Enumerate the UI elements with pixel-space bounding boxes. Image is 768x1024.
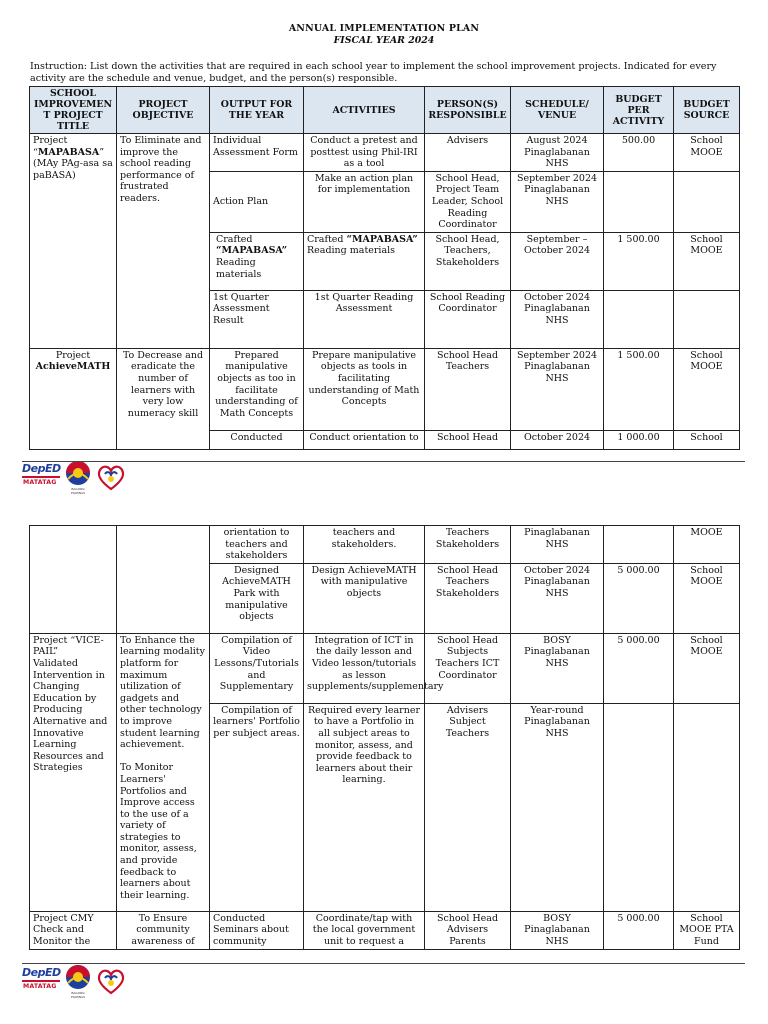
schedule-cell: August 2024 Pinaglabanan NHS xyxy=(511,134,604,172)
output-cell: Prepared manipulative objects as too in facilitate understanding of Math Concepts xyxy=(210,348,304,430)
table-row xyxy=(30,134,740,172)
table-header-row xyxy=(30,87,740,134)
col-header-output: OUTPUT FOR THE YEAR xyxy=(210,87,304,134)
source-cell: School MOOE xyxy=(674,134,740,172)
schedule-cell: September 2024 Pinaglabanan NHS xyxy=(511,348,604,430)
footer-logos-page1 xyxy=(22,460,132,494)
output-cell: Crafted “MAPABASA” Reading materials xyxy=(210,232,304,290)
footer-divider-page1 xyxy=(22,461,745,462)
objective-mapabasa: To Eliminate and improve the school reading performance of frustrated readers. xyxy=(117,134,210,349)
schedule-cell: Pinaglabanan NHS xyxy=(511,526,604,564)
project-title-cmy: Project CMY Check and Monitor the xyxy=(30,911,117,949)
bagong-pilipinas-logo: BAGONG PILIPINAS xyxy=(64,964,92,998)
heart-hands-logo xyxy=(96,966,126,996)
output-cell: Designed AchieveMATH Park with manipulative objects xyxy=(210,563,304,633)
col-header-objective: PROJECT OBJECTIVE xyxy=(117,87,210,134)
source-cell xyxy=(674,171,740,232)
source-cell: School xyxy=(674,430,740,449)
schedule-cell: October 2024 xyxy=(511,430,604,449)
plan-table-page1 xyxy=(29,86,740,450)
budget-cell: 1 000.00 xyxy=(604,430,674,449)
budget-cell xyxy=(604,703,674,911)
objective-cmy: To Ensure community awareness of xyxy=(117,911,210,949)
persons-cell: Teachers Stakeholders xyxy=(425,526,511,564)
persons-cell: School Head Subjects Teachers ICT Coordinator xyxy=(425,633,511,703)
col-header-persons: PERSON(S) RESPONSIBLE xyxy=(425,87,511,134)
table-row xyxy=(30,348,740,430)
deped-matatag-logo: DepED MATATAG xyxy=(22,966,61,990)
objective-achievemath: To Decrease and eradicate the number of learners with very low numeracy skill xyxy=(117,348,210,449)
col-header-project-title: SCHOOL IMPROVEMEN T PROJECT TITLE xyxy=(30,87,117,134)
activity-cell: Required every learner to have a Portfolio in all subject areas to monitor, assess, and provide feedback to learners about their learning. xyxy=(304,703,425,911)
col-header-source: BUDGET SOURCE xyxy=(674,87,740,134)
persons-cell: School Head Teachers Stakeholders xyxy=(425,563,511,633)
budget-cell xyxy=(604,290,674,348)
persons-cell: School Head xyxy=(425,430,511,449)
schedule-cell: September 2024 Pinaglabanan NHS xyxy=(511,171,604,232)
document-subtitle: FISCAL YEAR 2024 xyxy=(333,35,435,46)
plan-table-page2 xyxy=(29,525,740,950)
activity-cell: Make an action plan for implementation xyxy=(304,171,425,232)
persons-cell: School Head Advisers Parents xyxy=(425,911,511,949)
budget-cell: 5 000.00 xyxy=(604,911,674,949)
instruction-text: Instruction: List down the activities that are required in each school year to implement the school improvement projects. Indicated for every activity are the schedule and venue, budget, and the person(s) responsible. xyxy=(30,61,717,84)
project-title-mapabasa: Project “MAPABASA” (MAy PAg-asa sa paBASA) xyxy=(30,134,117,349)
schedule-cell: BOSY Pinaglabanan NHS xyxy=(511,633,604,703)
output-cell: Compilation of Video Lessons/Tutorials and Supplementary xyxy=(210,633,304,703)
persons-cell: Advisers xyxy=(425,134,511,172)
schedule-cell: Year-round Pinaglabanan NHS xyxy=(511,703,604,911)
schedule-cell: BOSY Pinaglabanan NHS xyxy=(511,911,604,949)
persons-cell: Advisers Subject Teachers xyxy=(425,703,511,911)
persons-cell: School Head, Teachers, Stakeholders xyxy=(425,232,511,290)
budget-cell: 5 000.00 xyxy=(604,563,674,633)
bagong-pilipinas-logo: BAGONG PILIPINAS xyxy=(64,460,92,494)
budget-cell: 1 500.00 xyxy=(604,348,674,430)
activity-cell: Prepare manipulative objects as tools in facilitating understanding of Math Concepts xyxy=(304,348,425,430)
schedule-cell: October 2024 Pinaglabanan NHS xyxy=(511,290,604,348)
output-cell: Individual Assessment Form xyxy=(210,134,304,172)
output-cell: 1st Quarter Assessment Result xyxy=(210,290,304,348)
source-cell xyxy=(674,703,740,911)
source-cell: School MOOE xyxy=(674,563,740,633)
activity-cell: Design AchieveMATH with manipulative objects xyxy=(304,563,425,633)
source-cell: School MOOE PTA Fund xyxy=(674,911,740,949)
col-header-budget: BUDGET PER ACTIVITY xyxy=(604,87,674,134)
source-cell: School MOOE xyxy=(674,633,740,703)
budget-cell xyxy=(604,526,674,564)
objective-vicepail: To Enhance the learning modality platform for maximum utilization of gadgets and other technology to improve student learning achievement. To Monitor Learners' Portfolios and Improve access to the use of a variety of strategies to monitor, assess, and provide feedback to learners about their learning. xyxy=(117,633,210,911)
project-title-vicepail: Project “VICE-PAIL” Validated Intervention in Changing Education by Producing Alternative and Innovative Learning Resources and Strategies xyxy=(30,633,117,911)
source-cell: School MOOE xyxy=(674,348,740,430)
budget-cell: 500.00 xyxy=(604,134,674,172)
document-title: ANNUAL IMPLEMENTATION PLAN xyxy=(288,23,480,34)
footer-logos-page2 xyxy=(22,964,132,998)
table-row xyxy=(30,633,740,703)
budget-cell xyxy=(604,171,674,232)
activity-cell: Integration of ICT in the daily lesson and Video lesson/tutorials as lesson supplements/supplementary xyxy=(304,633,425,703)
output-cell: orientation to teachers and stakeholders xyxy=(210,526,304,564)
schedule-cell: October 2024 Pinaglabanan NHS xyxy=(511,563,604,633)
activity-cell: Crafted “MAPABASA” Reading materials xyxy=(304,232,425,290)
budget-cell: 1 500.00 xyxy=(604,232,674,290)
table-row xyxy=(30,911,740,949)
output-cell: Conducted Seminars about community xyxy=(210,911,304,949)
persons-cell: School Head Teachers xyxy=(425,348,511,430)
project-title-achievemath: Project AchieveMATH xyxy=(30,348,117,449)
persons-cell: School Reading Coordinator xyxy=(425,290,511,348)
col-header-activities: ACTIVITIES xyxy=(304,87,425,134)
table-row xyxy=(30,526,740,564)
source-cell xyxy=(674,290,740,348)
activity-cell: Conduct a pretest and posttest using Phil-IRI as a tool xyxy=(304,134,425,172)
source-cell: MOOE xyxy=(674,526,740,564)
heart-hands-logo xyxy=(96,462,126,492)
project-title-continued xyxy=(30,526,117,634)
output-cell: Compilation of learners' Portfolio per subject areas. xyxy=(210,703,304,911)
activity-cell: teachers and stakeholders. xyxy=(304,526,425,564)
col-header-schedule: SCHEDULE/ VENUE xyxy=(511,87,604,134)
activity-cell: Conduct orientation to xyxy=(304,430,425,449)
schedule-cell: September – October 2024 xyxy=(511,232,604,290)
output-cell: Conducted xyxy=(210,430,304,449)
budget-cell: 5 000.00 xyxy=(604,633,674,703)
deped-matatag-logo: DepED MATATAG xyxy=(22,462,61,486)
activity-cell: 1st Quarter Reading Assessment xyxy=(304,290,425,348)
activity-cell: Coordinate/tap with the local government unit to request a xyxy=(304,911,425,949)
persons-cell: School Head, Project Team Leader, School Reading Coordinator xyxy=(425,171,511,232)
source-cell: School MOOE xyxy=(674,232,740,290)
objective-continued xyxy=(117,526,210,634)
output-cell: Action Plan xyxy=(210,171,304,232)
